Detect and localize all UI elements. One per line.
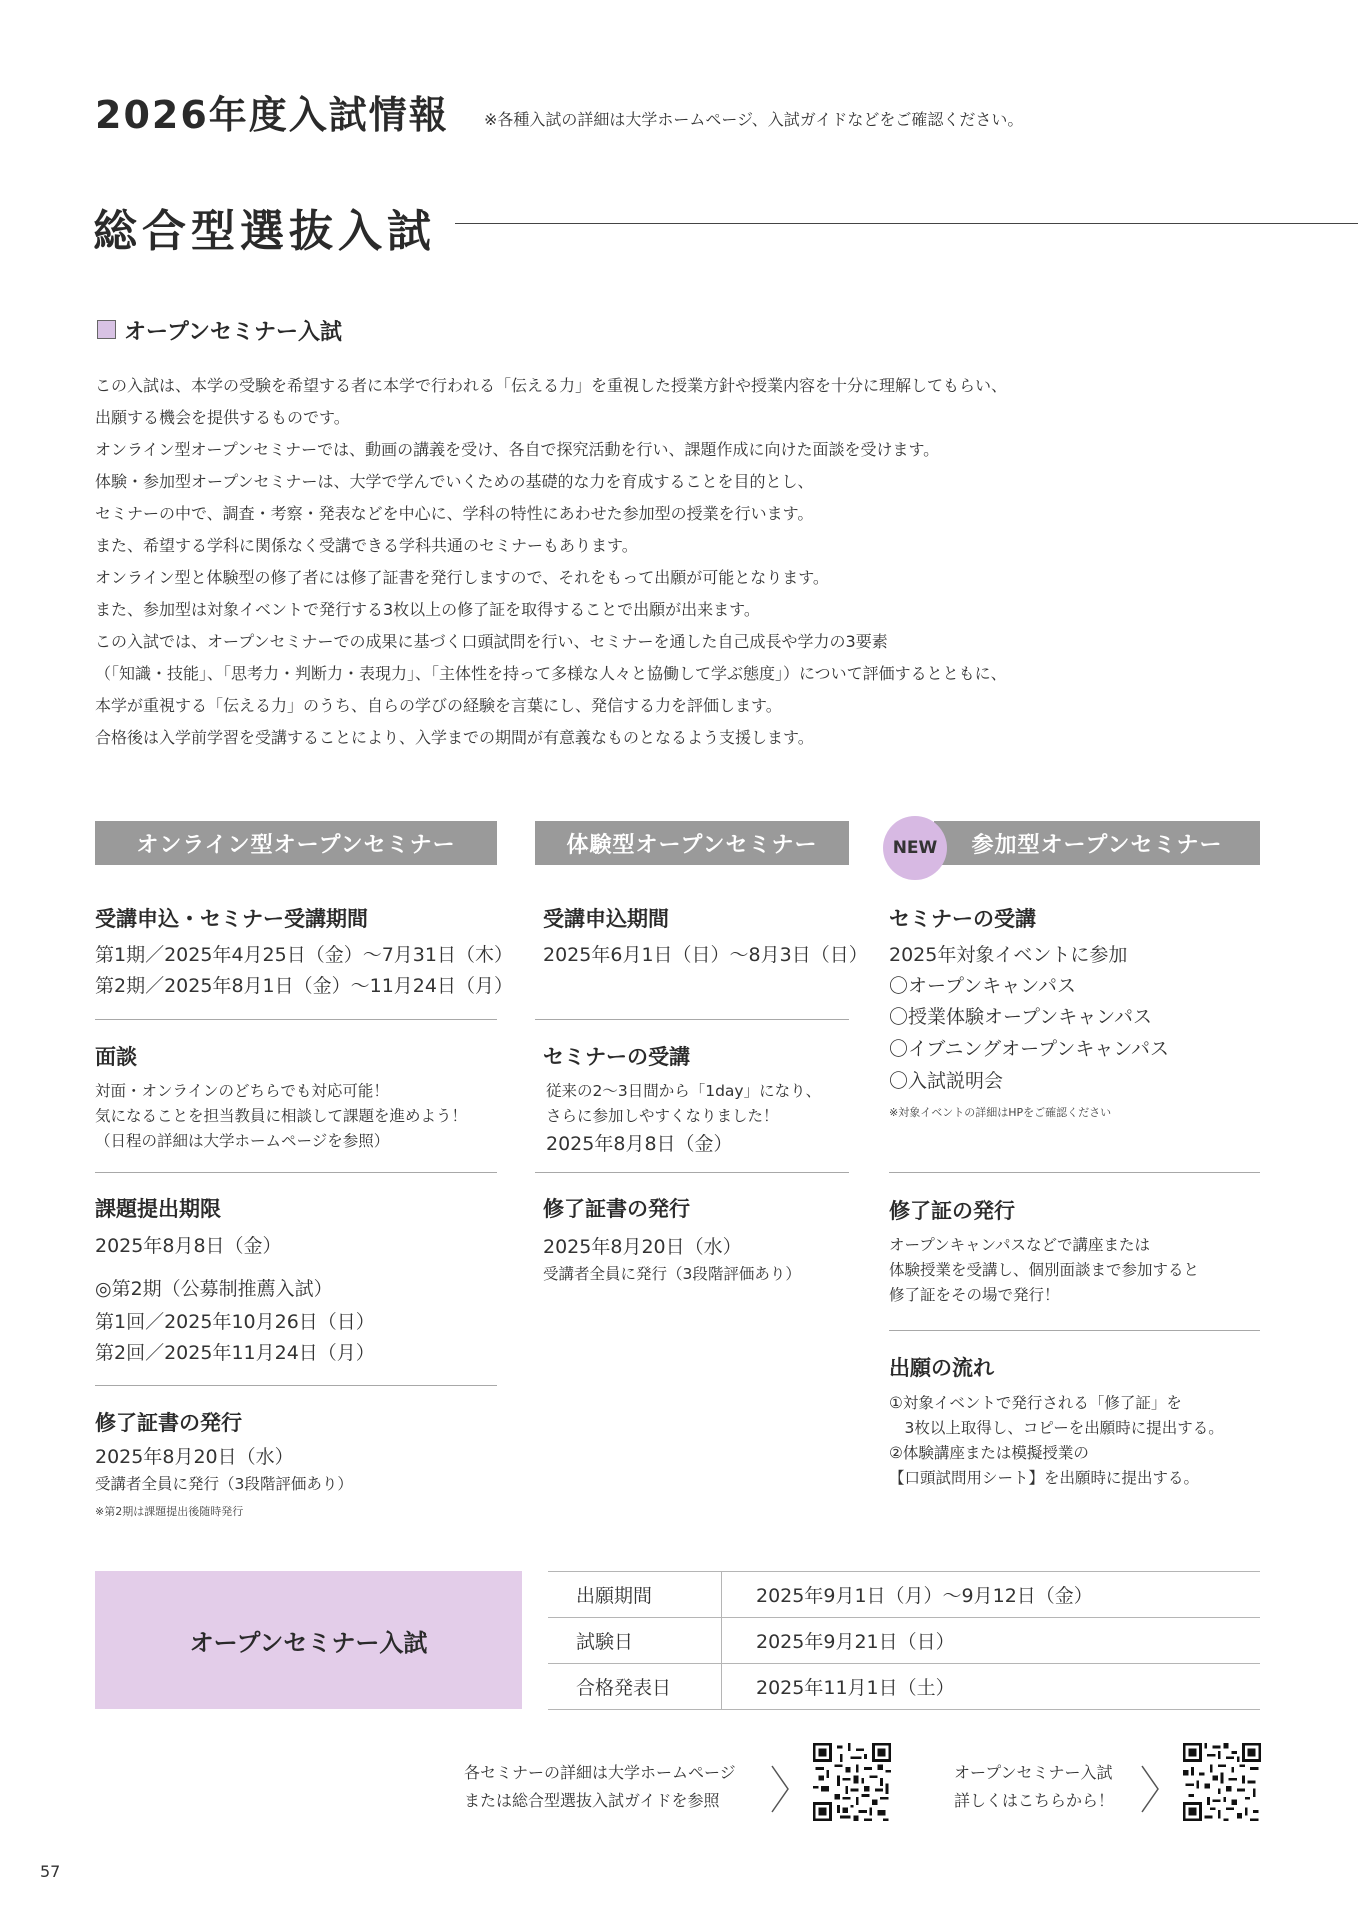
intro-line: オンライン型オープンセミナーでは、動画の講義を受け、各自で探究活動を行い、課題作成に向けた面談を受けます。 [95,440,940,459]
sanka-intro: 2025年対象イベントに参加 [889,944,1128,966]
seminar-details-link[interactable] [464,1759,736,1815]
taiken-seminar-heading: セミナーの受講 [543,1045,690,1069]
intro-line: 出願する機会を提供するものです。 [95,408,350,427]
sanka-events-note: ※対象イベントの詳細はHPをご確認ください [889,1106,1112,1119]
section-divider [455,223,1358,224]
year-title: 2026年度入試情報 [95,93,449,137]
subsection-title: オープンセミナー入試 [124,320,343,345]
taiken-cert-date: 2025年8月20日（水） [543,1236,742,1258]
divider [95,1019,497,1020]
online-period-2: 第2期／2025年8月1日（金）～11月24日（月） [95,975,513,997]
intro-line: 本学が重視する「伝える力」のうち、自らの学びの経験を言葉にし、発信する力を評価します。 [95,696,782,715]
online-deadline-date: 2025年8月8日（金） [95,1235,282,1257]
sanka-cert-3: 修了証をその場で発行！ [889,1286,1060,1304]
schedule-value: 2025年9月1日（月）～9月12日（金） [756,1585,1093,1607]
intro-line: この入試では、オープンセミナーでの成果に基づく口頭試問を行い、セミナーを通した自己成長や学力の3要素 [95,632,888,651]
divider [889,1330,1260,1331]
link-text: 詳しくはこちらから！ [954,1791,1115,1810]
online-interview-1: 対面・オンラインのどちらでも対応可能！ [95,1082,389,1100]
taiken-cert-heading: 修了証書の発行 [543,1197,690,1221]
taiken-cert-note: 受講者全員に発行（3段階評価あり） [543,1265,801,1283]
intro-line: オンライン型と体験型の修了者には修了証書を発行しますので、それをもって出願が可能となります。 [95,568,829,587]
intro-line: セミナーの中で、調査・考察・発表などを中心に、学科の特性にあわせた参加型の授業を行います。 [95,504,814,523]
sanka-flow-3: ②体験講座または模擬授業の [889,1444,1089,1462]
sanka-event: 〇イブニングオープンキャンパス [889,1038,1170,1060]
online-cert-small: ※第2期は課題提出後随時発行 [95,1505,244,1518]
square-bullet-icon [97,320,116,339]
page-number: 57 [40,1862,61,1881]
divider [535,1172,849,1173]
schedule-label: 出願期間 [548,1572,722,1617]
online-interview-2: 気になることを担当教員に相談して課題を進めよう！ [95,1107,468,1125]
intro-line: 合格後は入学前学習を受講することにより、入学までの期間が有意義なものとなるよう支援します。 [95,728,814,747]
sanka-seminar-heading: セミナーの受講 [889,907,1036,931]
schedule-label: 試験日 [548,1618,722,1663]
sanka-cert-1: オープンキャンパスなどで講座または [889,1236,1151,1254]
online-interview-3: （日程の詳細は大学ホームページを参照） [95,1132,390,1150]
online-cert-date: 2025年8月20日（水） [95,1446,294,1468]
summary-label-box: オープンセミナー入試 [95,1571,522,1709]
taiken-seminar-date: 2025年8月8日（金） [546,1133,733,1155]
link-text: オープンセミナー入試 [954,1763,1113,1782]
online-interview-heading: 面談 [95,1045,137,1069]
online-deadline-round-2: 第2回／2025年11月24日（月） [95,1342,375,1364]
sanka-flow-1: ①対象イベントで発行される「修了証」を [889,1394,1182,1412]
sanka-cert-2: 体験授業を受講し、個別面談まで参加すると [889,1261,1200,1279]
sanka-cert-heading: 修了証の発行 [889,1199,1015,1223]
taiken-apply-heading: 受講申込期間 [543,907,669,931]
online-deadline-round-1: 第1回／2025年10月26日（日） [95,1311,375,1333]
online-deadline-heading: 課題提出期限 [95,1197,221,1221]
intro-line: また、希望する学科に関係なく受講できる学科共通のセミナーもあります。 [95,536,638,555]
online-cert-heading: 修了証書の発行 [95,1411,242,1435]
taiken-apply-period: 2025年6月1日（日）～8月3日（日） [543,944,868,966]
header-note: ※各種入試の詳細は大学ホームページ、入試ガイドなどをご確認ください。 [484,110,1024,129]
qr-code-icon[interactable] [1183,1743,1261,1821]
sanka-event: 〇入試説明会 [889,1070,1004,1092]
chevron-right-icon [769,1764,791,1814]
online-deadline-sub: ◎第2期（公募制推薦入試） [95,1278,333,1300]
schedule-row [548,1571,1260,1617]
schedule-label: 合格発表日 [548,1664,722,1709]
sanka-seminar-header: 参加型オープンセミナー [934,821,1260,865]
link-text: または総合型選抜入試ガイドを参照 [464,1791,720,1810]
schedule-row [548,1663,1260,1710]
intro-line: この入試は、本学の受験を希望する者に本学で行われる「伝える力」を重視した授業方針や授業内容を十分に理解してもらい、 [95,376,1008,395]
open-seminar-link[interactable] [954,1759,1114,1815]
taiken-seminar-note-1: 従来の2～3日間から「1day」になり、 [546,1082,822,1100]
new-badge: NEW [883,816,947,880]
chevron-right-icon [1139,1764,1161,1814]
sanka-event: 〇授業体験オープンキャンパス [889,1006,1152,1028]
intro-line: また、参加型は対象イベントで発行する3枚以上の修了証を取得することで出願が出来ます。 [95,600,760,619]
online-period-heading: 受講申込・セミナー受講期間 [95,907,368,931]
taiken-seminar-header: 体験型オープンセミナー [535,821,849,865]
qr-code-icon[interactable] [813,1743,891,1821]
schedule-value: 2025年11月1日（土） [756,1677,955,1699]
sanka-flow-4: 【口頭試問用シート】を出願時に提出する。 [889,1469,1200,1487]
divider [95,1172,497,1173]
divider [95,1385,497,1386]
divider [535,1019,849,1020]
schedule-value: 2025年9月21日（日） [756,1631,955,1653]
divider [889,1172,1260,1173]
sanka-event: 〇オープンキャンパス [889,975,1076,997]
link-text: 各セミナーの詳細は大学ホームページ [464,1763,736,1782]
section-title: 総合型選抜入試 [93,206,436,257]
online-cert-note: 受講者全員に発行（3段階評価あり） [95,1475,353,1493]
intro-line: （「知識・技能」、「思考力・判断力・表現力」、「主体性を持って多様な人々と協働して学ぶ態度」）について評価するとともに、 [95,664,1007,683]
intro-text [95,370,1275,754]
sanka-flow-heading: 出願の流れ [889,1356,994,1380]
intro-line: 体験・参加型オープンセミナーは、大学で学んでいくための基礎的な力を育成することを目的とし、 [95,472,814,491]
online-seminar-header: オンライン型オープンセミナー [95,821,497,865]
taiken-seminar-note-2: さらに参加しやすくなりました！ [546,1107,779,1125]
schedule-row [548,1617,1260,1663]
sanka-flow-2: 3枚以上取得し、コピーを出願時に提出する。 [889,1419,1224,1437]
online-period-1: 第1期／2025年4月25日（金）～7月31日（木） [95,944,513,966]
